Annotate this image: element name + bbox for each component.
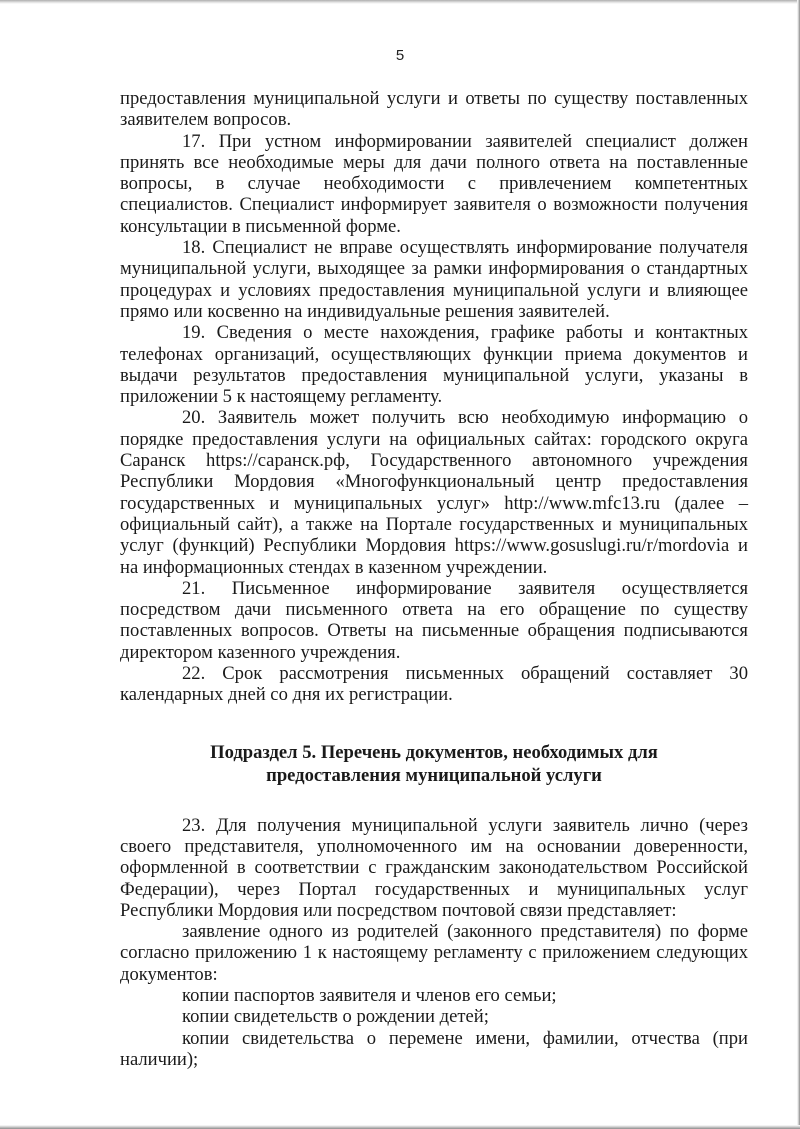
paragraph-21: 21. Письменное информирование заявителя осуществляется посредством дачи письменного ответа на его обращение по существу поставленных вопросов. Ответы на письменные обращения подписываются директором казенного учреждения. (120, 577, 748, 663)
paragraph-17: 17. При устном информировании заявителей специалист должен принять все необходимые меры для дачи полного ответа на поставленные вопросы, в случае необходимости с привлечением компетентных специалистов. Специалист информирует заявителя о возможности получения консультации в письменной форме. (120, 130, 748, 237)
section-heading (120, 741, 748, 787)
paragraph-23-application: заявление одного из родителей (законного представителя) по форме согласно приложению 1 к настоящему регламенту с приложением следующих документов: (120, 921, 748, 985)
section-heading-line-2: предоставления муниципальной услуги (266, 764, 602, 786)
paragraph-22: 22. Срок рассмотрения письменных обращений составляет 30 календарных дней со дня их регистрации. (120, 663, 748, 706)
paragraph-20: 20. Заявитель может получить всю необходимую информацию о порядке предоставления услуги на официальных сайтах: городского округа Саранск https://саранск.рф, Государственного автономного учреждения Республики Мордовия «Многофункциональный центр предоставления государственных и муниципальных услуг» http://www.mfc13.ru (далее – официальный сайт), а также на Портале государственных и муниципальных услуг (функций) Республики Мордовия https://www.gosuslugi.ru/r/mordovia и на информационных стендах в казенном учреждении. (120, 407, 748, 578)
paragraph-19: 19. Сведения о месте нахождения, графике работы и контактных телефонах организаций, осуществляющих функции приема документов и выдачи результатов предоставления муниципальной услуги, указаны в приложении 5 к настоящему регламенту. (120, 322, 748, 408)
paragraph-18: 18. Специалист не вправе осуществлять информирование получателя муниципальной услуги, выходящее за рамки информирования о стандартных процедурах и условиях предоставления муниципальной услуги и влияющее прямо или косвенно на индивидуальные решения заявителей. (120, 237, 748, 322)
section-heading-line-1: Подраздел 5. Перечень документов, необходимых для (210, 741, 658, 763)
scan-edge-bottom (0, 1125, 800, 1129)
paragraph-16-continuation: предоставления муниципальной услуги и ответы по существу поставленных заявителем вопросов. (120, 88, 748, 131)
list-item-name-change-certificates: копии свидетельства о перемене имени, фамилии, отчества (при наличии); (120, 1027, 748, 1070)
page-number: 5 (395, 47, 405, 64)
document-body (120, 88, 748, 1070)
paragraph-23: 23. Для получения муниципальной услуги заявитель лично (через своего представителя, уполномоченного им на основании доверенности, оформленной в соответствии с гражданским законодательством Российской Федерации), через Портал государственных и муниципальных услуг Республики Мордовия или посредством почтовой связи представляет: (120, 814, 748, 921)
list-item-birth-certificates: копии свидетельств о рождении детей; (182, 1006, 489, 1028)
list-item-passports: копии паспортов заявителя и членов его семьи; (182, 984, 557, 1006)
scan-edge-top (0, 0, 800, 4)
paragraphs-after-section (120, 815, 748, 1071)
paragraphs-before-section (120, 88, 748, 706)
